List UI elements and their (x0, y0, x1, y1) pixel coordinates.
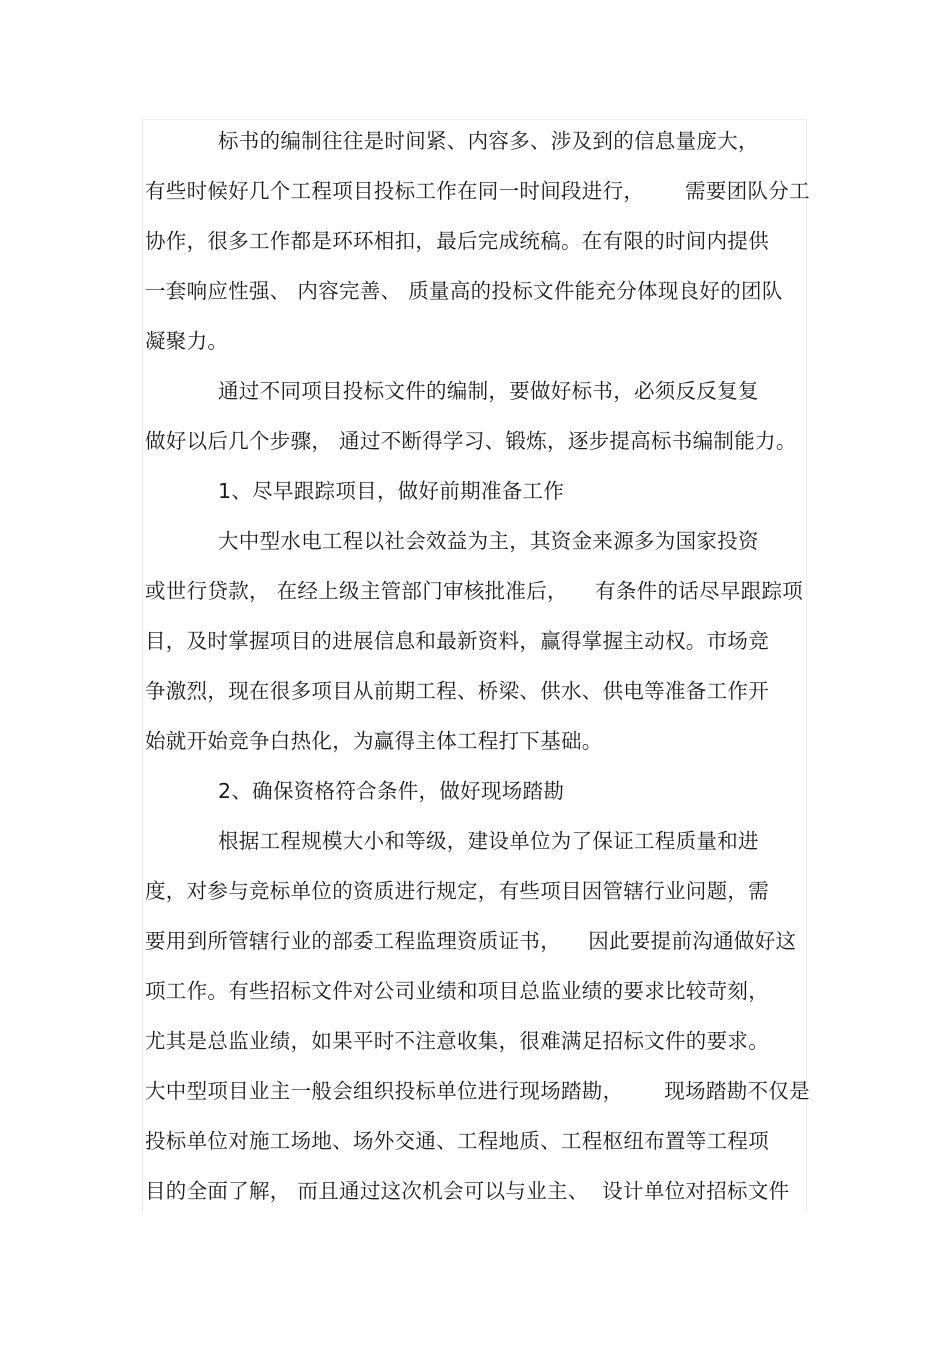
paragraph-4-line-5: 尤其是总监业绩，如果平时不注意收集，很难满足招标文件的要求。 (145, 1029, 769, 1053)
paragraph-1-line-5: 凝聚力。 (145, 329, 229, 353)
paragraph-4-line-7: 投标单位对施工场地、场外交通、工程地质、工程枢纽布置等工程项 (145, 1129, 769, 1153)
section-heading-1: 1、尽早跟踪项目，做好前期准备工作 (218, 479, 565, 503)
paragraph-3-line-4: 争激烈，现在很多项目从前期工程、桥梁、供水、供电等准备工作开 (145, 679, 769, 703)
paragraph-4-line-3: 要用到所管辖行业的部委工程监理资质证书， 因此要提前沟通做好这 (145, 929, 797, 953)
paragraph-1-line-2: 有些时候好几个工程项目投标工作在同一时间段进行， 需要团队分工 (145, 179, 810, 203)
section-heading-2: 2、确保资格符合条件，做好现场踏勘 (218, 779, 565, 803)
paragraph-2-line-2: 做好以后几个步骤， 通过不断得学习、锻炼，逐步提高标书编制能力。 (145, 429, 797, 453)
paragraph-2-line-1: 通过不同项目投标文件的编制，要做好标书，必须反反复复 (218, 379, 759, 403)
paragraph-1-line-1: 标书的编制往往是时间紧、内容多、涉及到的信息量庞大， (218, 129, 759, 153)
paragraph-4-line-8: 目的全面了解， 而且通过这次机会可以与业主、 设计单位对招标文件 (145, 1179, 790, 1203)
paragraph-3-line-2: 或世行贷款， 在经上级主管部门审核批准后， 有条件的话尽早跟踪项 (145, 579, 804, 603)
paragraph-1-line-4: 一套响应性强、 内容完善、 质量高的投标文件能充分体现良好的团队 (145, 279, 783, 303)
paragraph-4-line-4: 项工作。有些招标文件对公司业绩和项目总监业绩的要求比较苛刻， (145, 979, 769, 1003)
paragraph-3-line-3: 目，及时掌握项目的进展信息和最新资料，赢得掌握主动权。市场竞 (145, 629, 769, 653)
paragraph-1-line-3: 协作，很多工作都是环环相扣，最后完成统稿。在有限的时间内提供 (145, 229, 769, 253)
paragraph-3-line-5: 始就开始竞争白热化，为赢得主体工程打下基础。 (145, 729, 603, 753)
paragraph-3-line-1: 大中型水电工程以社会效益为主，其资金来源多为国家投资 (218, 529, 759, 553)
paragraph-4-line-2: 度，对参与竞标单位的资质进行规定，有些项目因管辖行业问题，需 (145, 879, 769, 903)
paragraph-4-line-6: 大中型项目业主一般会组织投标单位进行现场踏勘， 现场踏勘不仅是 (145, 1079, 810, 1103)
paragraph-4-line-1: 根据工程规模大小和等级，建设单位为了保证工程质量和进 (218, 829, 759, 853)
